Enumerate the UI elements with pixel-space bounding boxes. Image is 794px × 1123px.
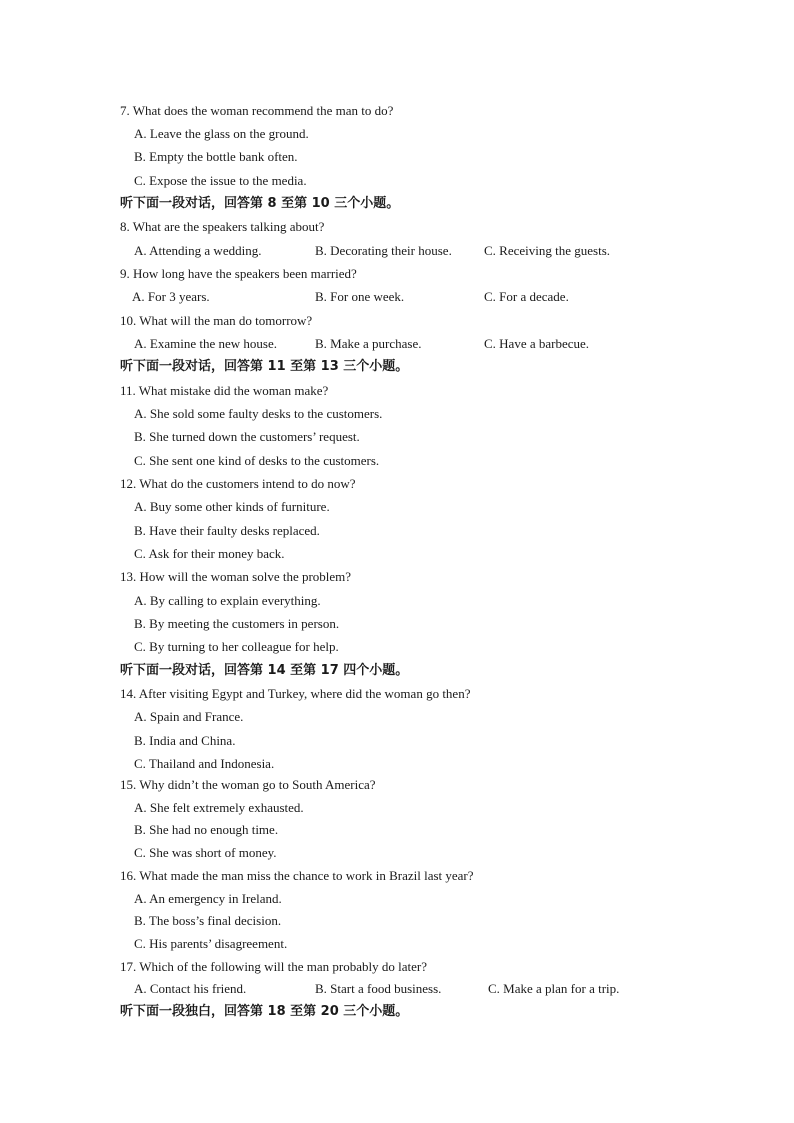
q10-option-b: B. Make a purchase. <box>315 336 422 351</box>
question-14: 14. After visiting Egypt and Turkey, where did the woman go then? <box>120 686 471 701</box>
q16-option-c: C. His parents’ disagreement. <box>134 936 288 951</box>
q14-option-a: A. Spain and France. <box>134 709 244 724</box>
q11-option-c: C. She sent one kind of desks to the customers. <box>134 453 380 468</box>
question-9: 9. How long have the speakers been married? <box>120 266 357 281</box>
q13-option-c: C. By turning to her colleague for help. <box>134 639 339 654</box>
q14-option-c: C. Thailand and Indonesia. <box>134 756 275 771</box>
question-17: 17. Which of the following will the man probably do later? <box>120 959 427 974</box>
q10-option-a: A. Examine the new house. <box>134 336 277 351</box>
q16-option-a: A. An emergency in Ireland. <box>134 891 282 906</box>
q17-option-a: A. Contact his friend. <box>134 981 247 996</box>
q7-option-c: C. Expose the issue to the media. <box>134 173 307 188</box>
q11-option-b: B. She turned down the customers’ request. <box>134 429 360 444</box>
q10-option-c: C. Have a barbecue. <box>484 336 590 351</box>
q14-option-b: B. India and China. <box>134 733 236 748</box>
question-10: 10. What will the man do tomorrow? <box>120 313 313 328</box>
q16-option-b: B. The boss’s final decision. <box>134 913 282 928</box>
q12-option-b: B. Have their faulty desks replaced. <box>134 523 320 538</box>
q17-option-c: C. Make a plan for a trip. <box>488 981 620 996</box>
section-heading-18-20: 听下面一段独白，回答第 18 至第 20 三个小题。 <box>120 1004 409 1019</box>
q13-option-b: B. By meeting the customers in person. <box>134 616 340 631</box>
q9-option-b: B. For one week. <box>315 289 405 304</box>
q13-option-a: A. By calling to explain everything. <box>134 593 321 608</box>
q17-option-b: B. Start a food business. <box>315 981 442 996</box>
question-13: 13. How will the woman solve the problem? <box>120 569 352 584</box>
q12-option-c: C. Ask for their money back. <box>134 546 285 561</box>
q9-option-a: A. For 3 years. <box>132 289 210 304</box>
q7-option-a: A. Leave the glass on the ground. <box>134 126 309 141</box>
q15-option-a: A. She felt extremely exhausted. <box>134 800 304 815</box>
q12-option-a: A. Buy some other kinds of furniture. <box>134 499 330 514</box>
q15-option-b: B. She had no enough time. <box>134 822 279 837</box>
q15-option-c: C. She was short of money. <box>134 845 277 860</box>
section-heading-11-13: 听下面一段对话，回答第 11 至第 13 三个小题。 <box>120 359 409 374</box>
question-12: 12. What do the customers intend to do now? <box>120 476 356 491</box>
q8-option-a: A. Attending a wedding. <box>134 243 262 258</box>
q8-option-b: B. Decorating their house. <box>315 243 452 258</box>
q7-option-b: B. Empty the bottle bank often. <box>134 149 298 164</box>
question-11: 11. What mistake did the woman make? <box>120 383 329 398</box>
section-heading-8-10: 听下面一段对话，回答第 8 至第 10 三个小题。 <box>120 196 400 211</box>
q8-option-c: C. Receiving the guests. <box>484 243 611 258</box>
question-15: 15. Why didn’t the woman go to South America? <box>120 777 376 792</box>
question-8: 8. What are the speakers talking about? <box>120 219 325 234</box>
question-7: 7. What does the woman recommend the man to do? <box>120 103 394 118</box>
q9-option-c: C. For a decade. <box>484 289 569 304</box>
q11-option-a: A. She sold some faulty desks to the customers. <box>134 406 383 421</box>
question-16: 16. What made the man miss the chance to work in Brazil last year? <box>120 868 474 883</box>
section-heading-14-17: 听下面一段对话，回答第 14 至第 17 四个小题。 <box>120 663 409 678</box>
